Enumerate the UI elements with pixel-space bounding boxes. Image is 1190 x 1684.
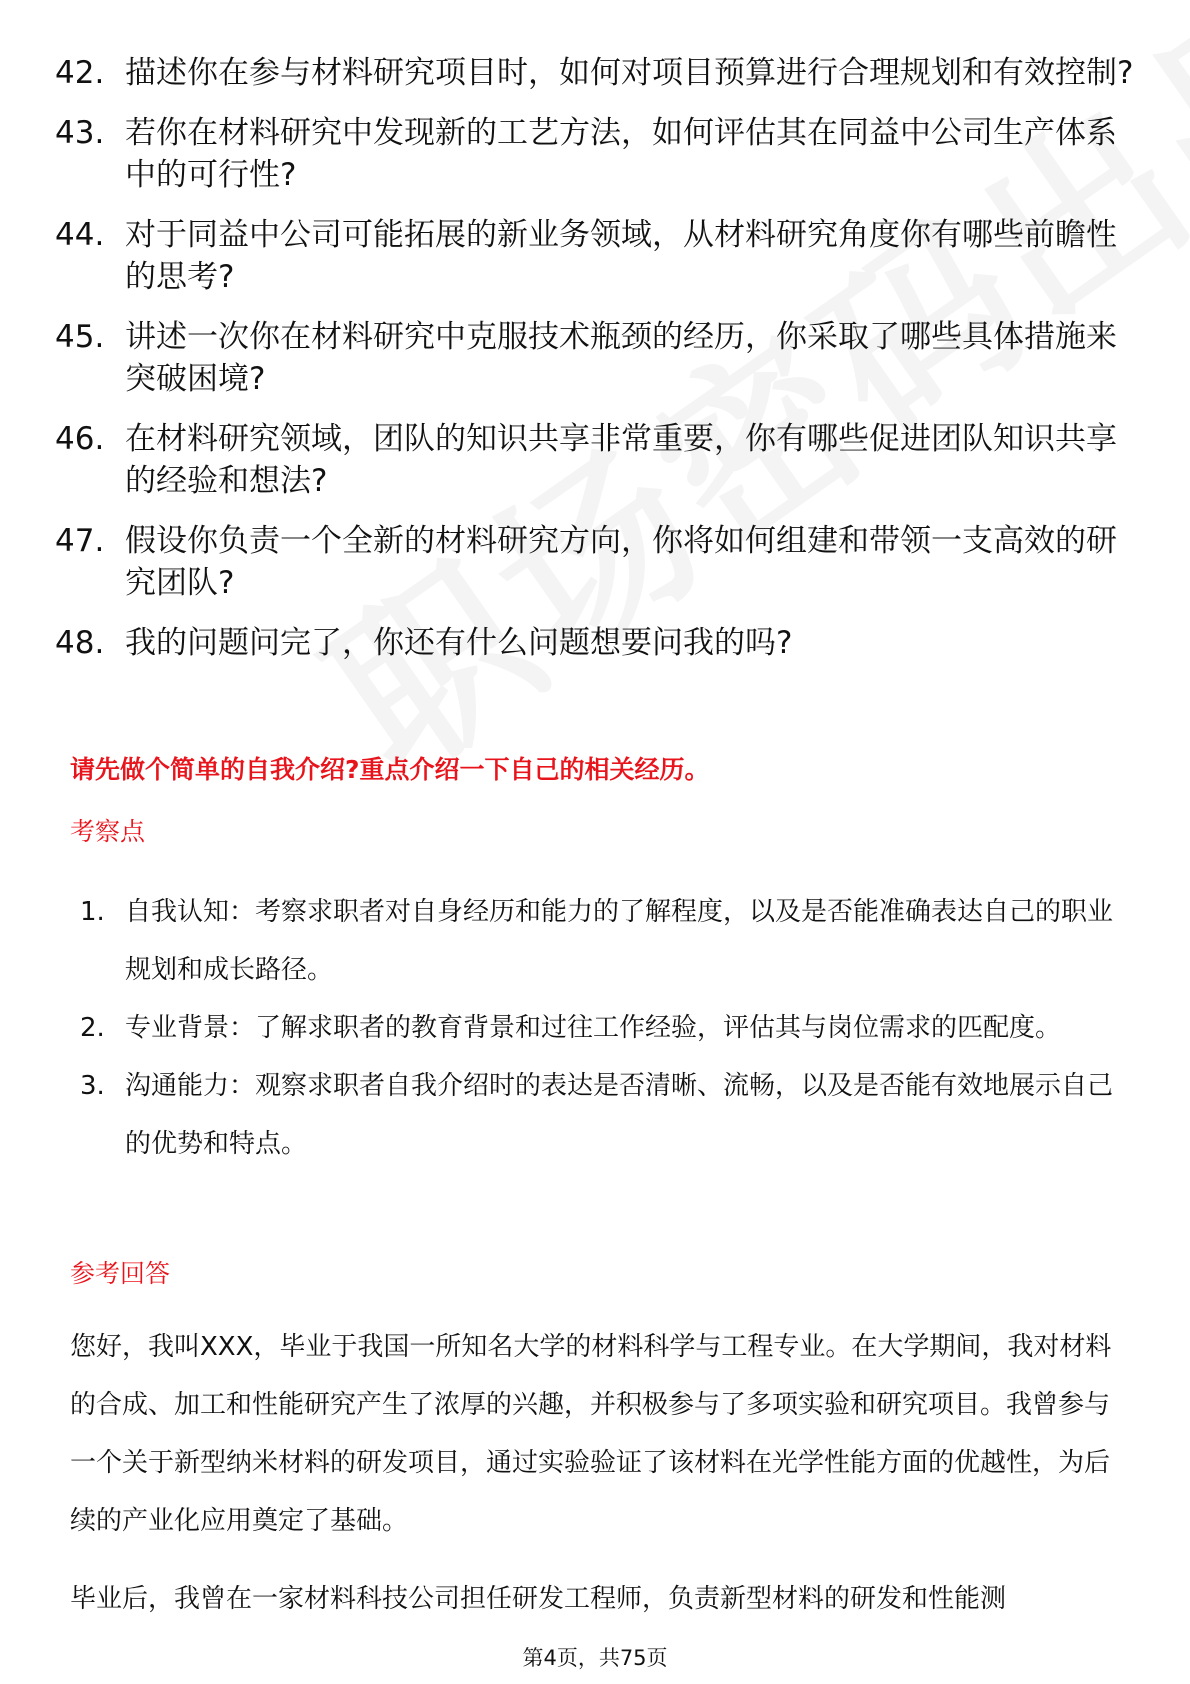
question-number: 48. xyxy=(55,625,105,661)
point-number: 1. xyxy=(80,897,105,927)
reference-heading: 参考回答 xyxy=(70,1259,171,1288)
assessment-point xyxy=(80,999,1120,1057)
question-item xyxy=(55,316,1135,400)
point-text: 自我认知：考察求职者对自身经历和能力的了解程度，以及是否能准确表达自己的职业规划和成长路径。 xyxy=(125,897,1114,985)
question-text: 若你在材料研究中发现新的工艺方法，如何评估其在同益中公司生产体系中的可行性? xyxy=(125,115,1117,193)
assessment-points xyxy=(80,883,1120,1173)
point-text: 沟通能力：观察求职者自我介绍时的表达是否清晰、流畅，以及是否能有效地展示自己的优势和特点。 xyxy=(125,1071,1114,1159)
question-number: 44. xyxy=(55,217,105,253)
question-text: 我的问题问完了，你还有什么问题想要问我的吗? xyxy=(125,625,793,661)
question-number: 45. xyxy=(55,319,105,355)
point-number: 2. xyxy=(80,1013,105,1043)
question-list xyxy=(55,52,1135,682)
question-text: 假设你负责一个全新的材料研究方向，你将如何组建和带领一支高效的研究团队? xyxy=(125,523,1117,601)
question-text: 讲述一次你在材料研究中克服技术瓶颈的经历，你采取了哪些具体措施来突破困境? xyxy=(125,319,1117,397)
question-number: 46. xyxy=(55,421,105,457)
point-number: 3. xyxy=(80,1071,105,1101)
question-item xyxy=(55,520,1135,604)
question-text: 在材料研究领域，团队的知识共享非常重要，你有哪些促进团队知识共享的经验和想法? xyxy=(125,421,1117,499)
question-item xyxy=(55,622,1135,664)
answer-paragraph: 毕业后，我曾在一家材料科技公司担任研发工程师，负责新型材料的研发和性能测 xyxy=(70,1584,1007,1614)
page-footer: 第4页，共75页 xyxy=(522,1646,668,1670)
assessment-heading: 考察点 xyxy=(70,817,146,846)
assessment-point xyxy=(80,883,1120,999)
answer-paragraph: 您好，我叫XXX，毕业于我国一所知名大学的材料科学与工程专业。在大学期间，我对材料的合成、加工和性能研究产生了浓厚的兴趣，并积极参与了多项实验和研究项目。我曾参与一个关于新型纳米材料的研发项目，通过实验验证了该材料在光学性能方面的优越性，为后续的产业化应用奠定了基础。 xyxy=(70,1332,1112,1536)
question-text: 描述你在参与材料研究项目时，如何对项目预算进行合理规划和有效控制? xyxy=(125,55,1134,91)
question-text: 对于同益中公司可能拓展的新业务领域，从材料研究角度你有哪些前瞻性的思考? xyxy=(125,217,1117,295)
question-item xyxy=(55,214,1135,298)
point-text: 专业背景：了解求职者的教育背景和过往工作经验，评估其与岗位需求的匹配度。 xyxy=(125,1013,1062,1043)
question-item xyxy=(55,418,1135,502)
question-number: 42. xyxy=(55,55,105,91)
question-number: 47. xyxy=(55,523,105,559)
assessment-point xyxy=(80,1057,1120,1173)
highlight-question: 请先做个简单的自我介绍?重点介绍一下自己的相关经历。 xyxy=(70,755,710,784)
question-item xyxy=(55,52,1135,94)
question-number: 43. xyxy=(55,115,105,151)
question-item xyxy=(55,112,1135,196)
